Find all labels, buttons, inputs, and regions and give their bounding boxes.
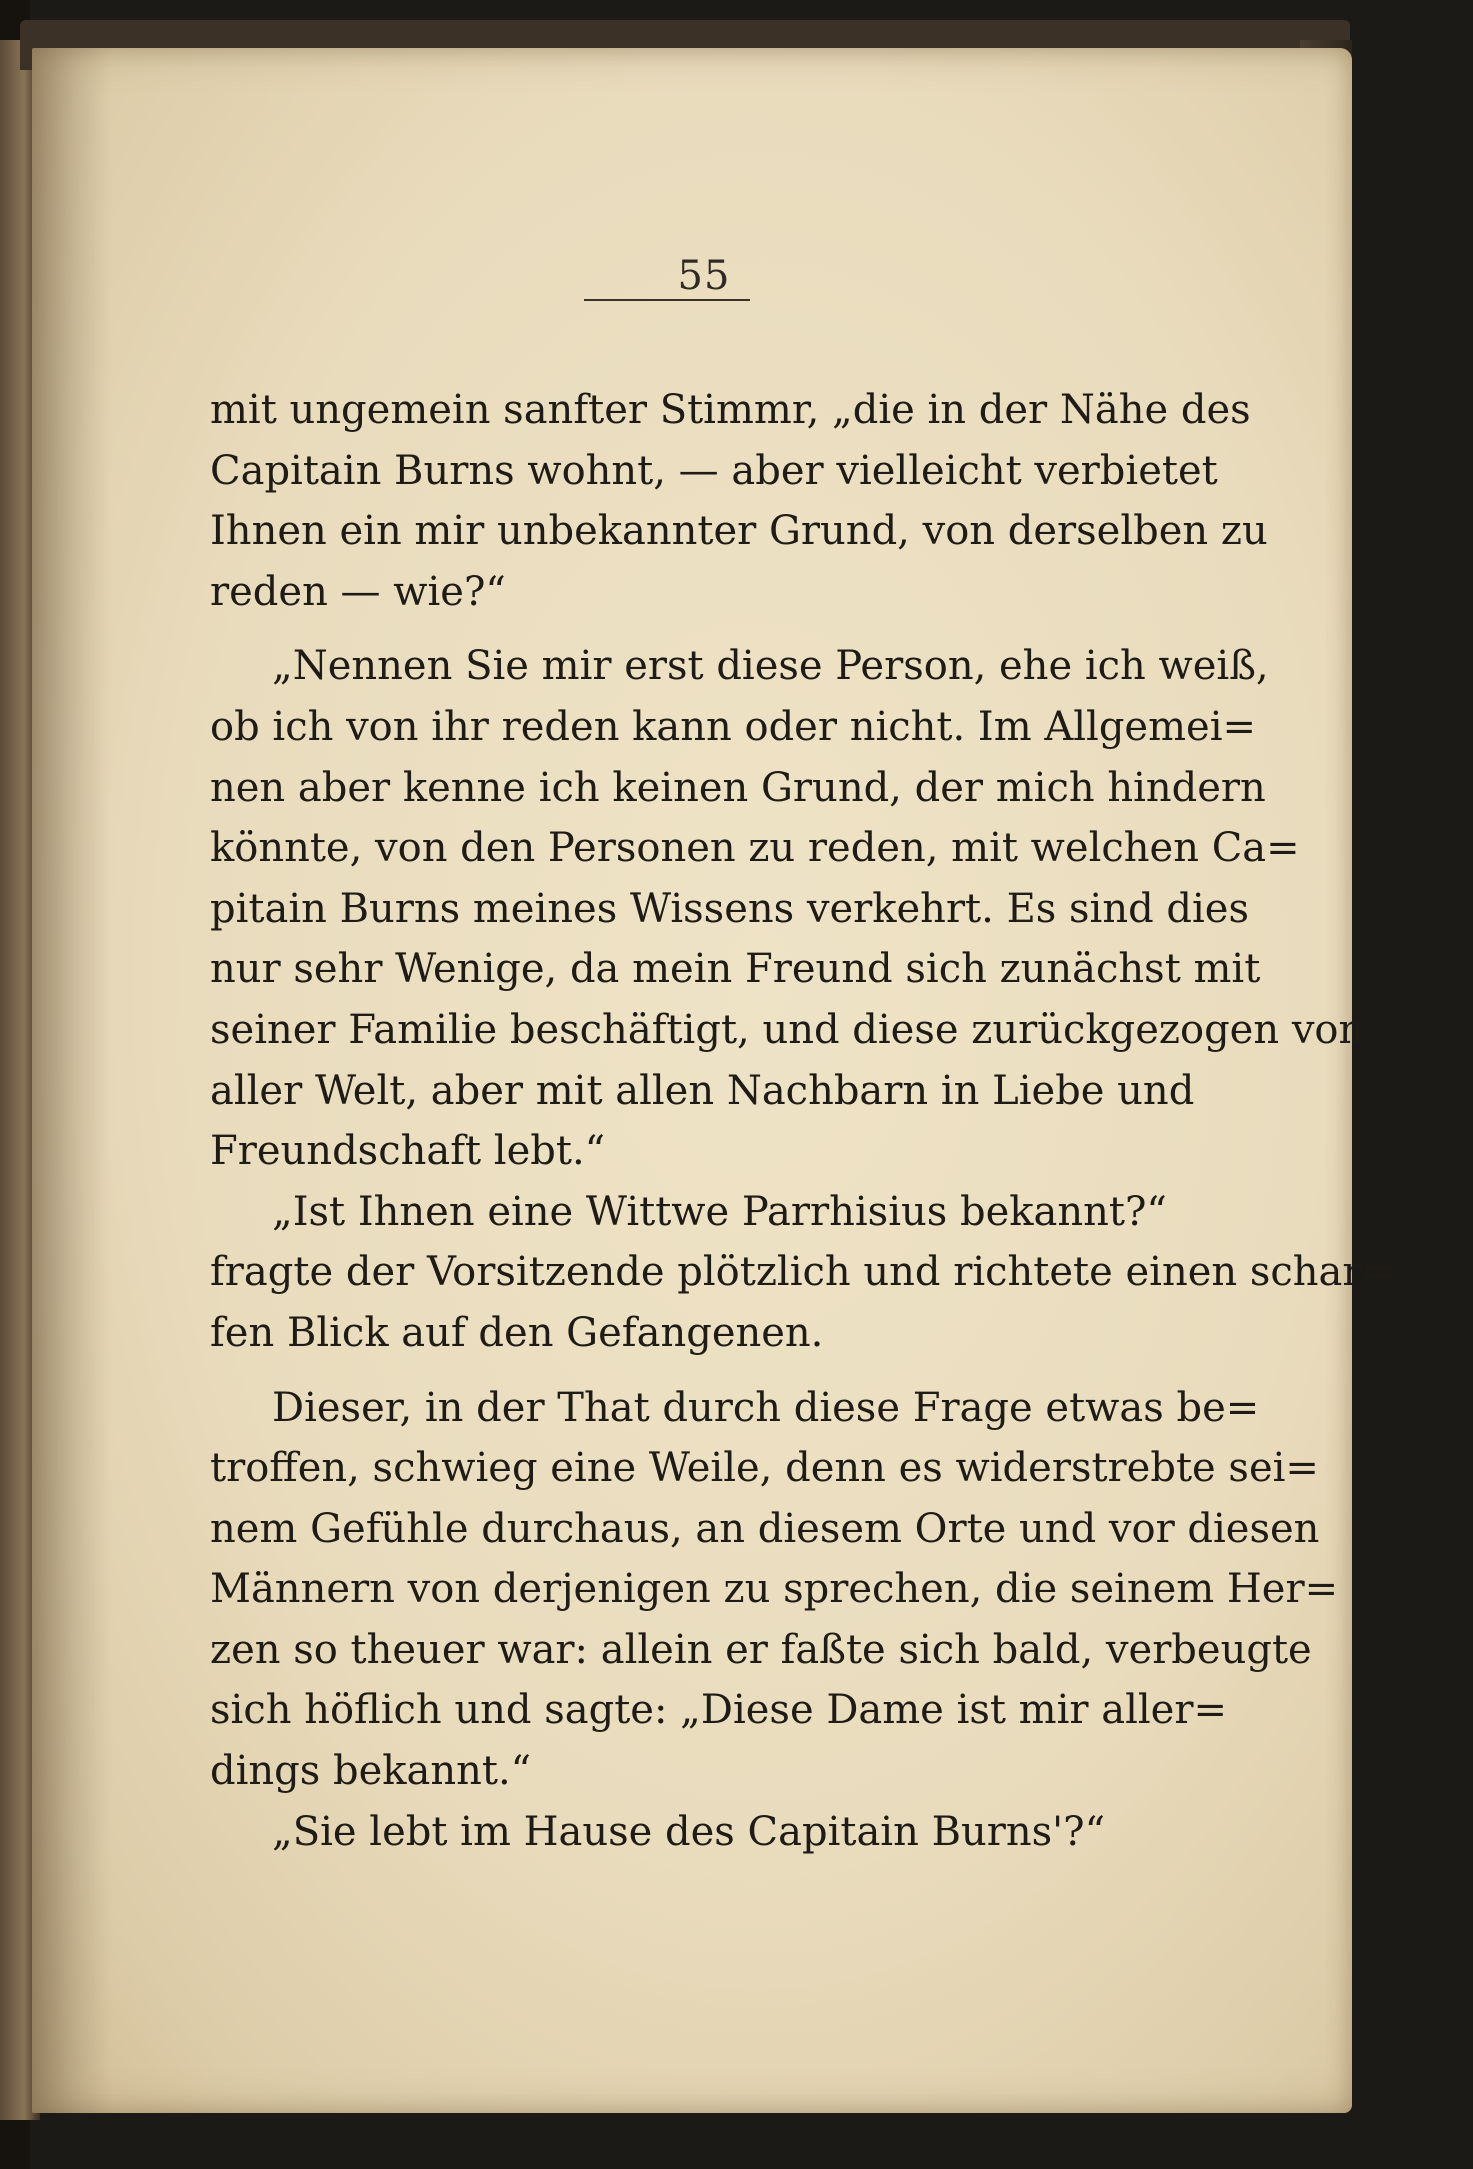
paragraph-start-line: „Nennen Sie mir erst diese Person, ehe ich weiß, <box>272 643 1269 690</box>
body-text <box>210 380 1396 1862</box>
text-line: ob ich von ihr reden kann oder nicht. Im Allgemei= <box>210 703 1257 750</box>
text-line: Ihnen ein mir unbekannter Grund, von derselben zu <box>210 508 1268 555</box>
paragraph-start-line: „Sie lebt im Hause des Capitain Burns'?“ <box>272 1808 1106 1855</box>
text-line: fragte der Vorsitzende plötzlich und richtete einen schar= <box>210 1249 1396 1296</box>
text-line: Männern von derjenigen zu sprechen, die seinem Her= <box>210 1566 1339 1613</box>
text-line: könnte, von den Personen zu reden, mit welchen Ca= <box>210 825 1300 872</box>
text-line: nem Gefühle durchaus, an diesem Orte und vor diesen <box>210 1505 1320 1552</box>
text-line: nur sehr Wenige, da mein Freund sich zunächst mit <box>210 946 1261 993</box>
text-line: reden — wie?“ <box>210 568 506 615</box>
text-line: sich höflich und sagte: „Diese Dame ist mir aller= <box>210 1687 1227 1734</box>
page-gutter-shadow <box>32 48 112 2113</box>
text-line: pitain Burns meines Wissens verkehrt. Es sind dies <box>210 885 1250 932</box>
text-line: dings bekannt.“ <box>210 1748 532 1795</box>
text-line: troffen, schwieg eine Weile, denn es widerstrebte sei= <box>210 1445 1319 1492</box>
text-line: Freundschaft lebt.“ <box>210 1128 606 1175</box>
page-number: 55 <box>677 253 731 299</box>
paragraph-start-line: Dieser, in der That durch diese Frage etwas be= <box>272 1384 1260 1431</box>
paragraph-start-line: „Ist Ihnen eine Wittwe Parrhisius bekannt?“ <box>272 1188 1167 1235</box>
text-line: mit ungemein sanfter Stimmr, „die in der Nähe des <box>210 387 1251 433</box>
text-line: zen so theuer war: allein er faßte sich bald, verbeugte <box>210 1626 1312 1673</box>
text-line: fen Blick auf den Gefangenen. <box>210 1309 824 1356</box>
book-page <box>32 48 1396 2113</box>
text-line: aller Welt, aber mit allen Nachbarn in Liebe und <box>210 1067 1195 1114</box>
page-number-rule <box>584 299 750 301</box>
text-line: Capitain Burns wohnt, — aber vielleicht verbietet <box>210 447 1218 494</box>
text-line: nen aber kenne ich keinen Grund, der mich hindern <box>210 764 1266 811</box>
text-line: seiner Familie beschäftigt, und diese zurückgezogen von <box>210 1006 1365 1053</box>
